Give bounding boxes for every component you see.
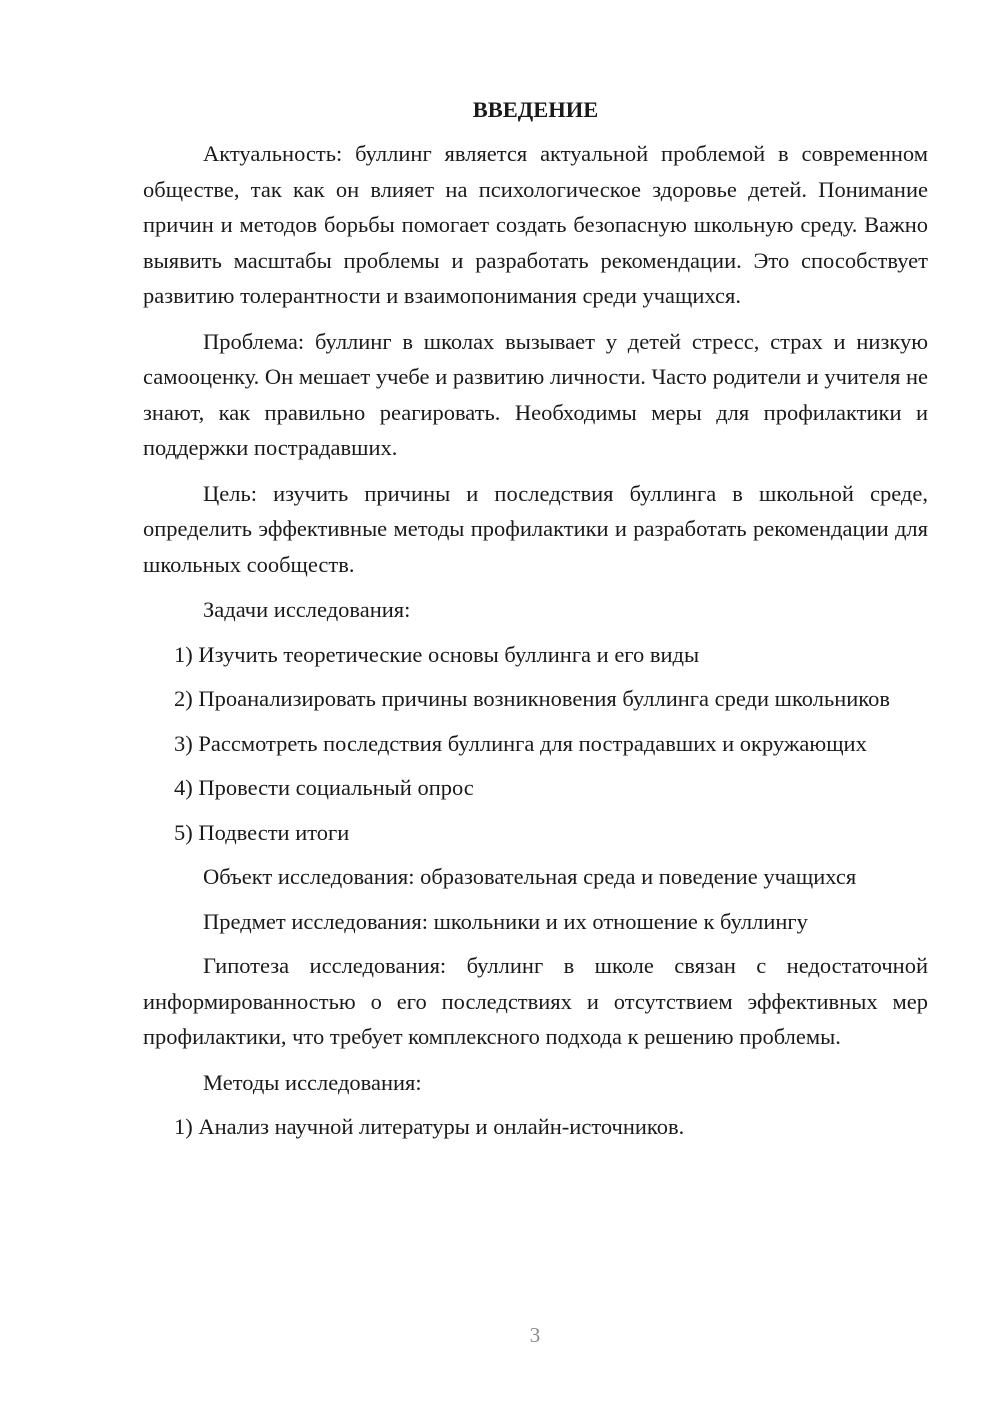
- relevance-paragraph: Актуальность: буллинг является актуальной проблемой в современном обществе, так как он влияет на психологическое здоровье детей. Понимание причин и методов борьбы помогает создать безопасную школьную среду. Важно выявить масштабы проблемы и разработать рекомендации. Это способствует развитию толерантности и взаимопонимания среди учащихся.: [143, 141, 928, 308]
- page-number: 3: [529, 1323, 541, 1347]
- task-item-4: 4) Провести социальный опрос: [174, 775, 474, 800]
- section-heading: ВВЕДЕНИЕ: [472, 97, 599, 122]
- subject-paragraph: Предмет исследования: школьники и их отношение к буллингу: [203, 908, 808, 934]
- method-item-1: 1) Анализ научной литературы и онлайн-источников.: [174, 1114, 685, 1139]
- task-item-5: 5) Подвести итоги: [174, 819, 350, 845]
- goal-paragraph: Цель: изучить причины и последствия буллинга в школьной среде, определить эффективные методы профилактики и разработать рекомендации для школьных сообществ.: [143, 480, 928, 577]
- tasks-title: Задачи исследования:: [203, 597, 411, 622]
- task-item-1: 1) Изучить теоретические основы буллинга и его виды: [174, 641, 700, 667]
- page-content: [143, 92, 928, 1145]
- task-item-3: 3) Рассмотреть последствия буллинга для пострадавших и окружающих: [174, 730, 867, 756]
- problem-paragraph: Проблема: буллинг в школах вызывает у детей стресс, страх и низкую самооценку. Он мешает учебе и развитию личности. Часто родители и учителя не знают, как правильно реагировать. Необходимы меры для профилактики и поддержки пострадавших.: [143, 328, 928, 460]
- methods-title: Методы исследования:: [203, 1069, 422, 1095]
- object-paragraph: Объект исследования: образовательная среда и поведение учащихся: [203, 864, 857, 889]
- task-item-2: 2) Проанализировать причины возникновения буллинга среди школьников: [174, 686, 890, 711]
- hypothesis-paragraph: Гипотеза исследования: буллинг в школе связан с недостаточной информированностью о его последствиях и отсутствием эффективных мер профилактики, что требует комплексного подхода к решению проблемы.: [143, 953, 928, 1049]
